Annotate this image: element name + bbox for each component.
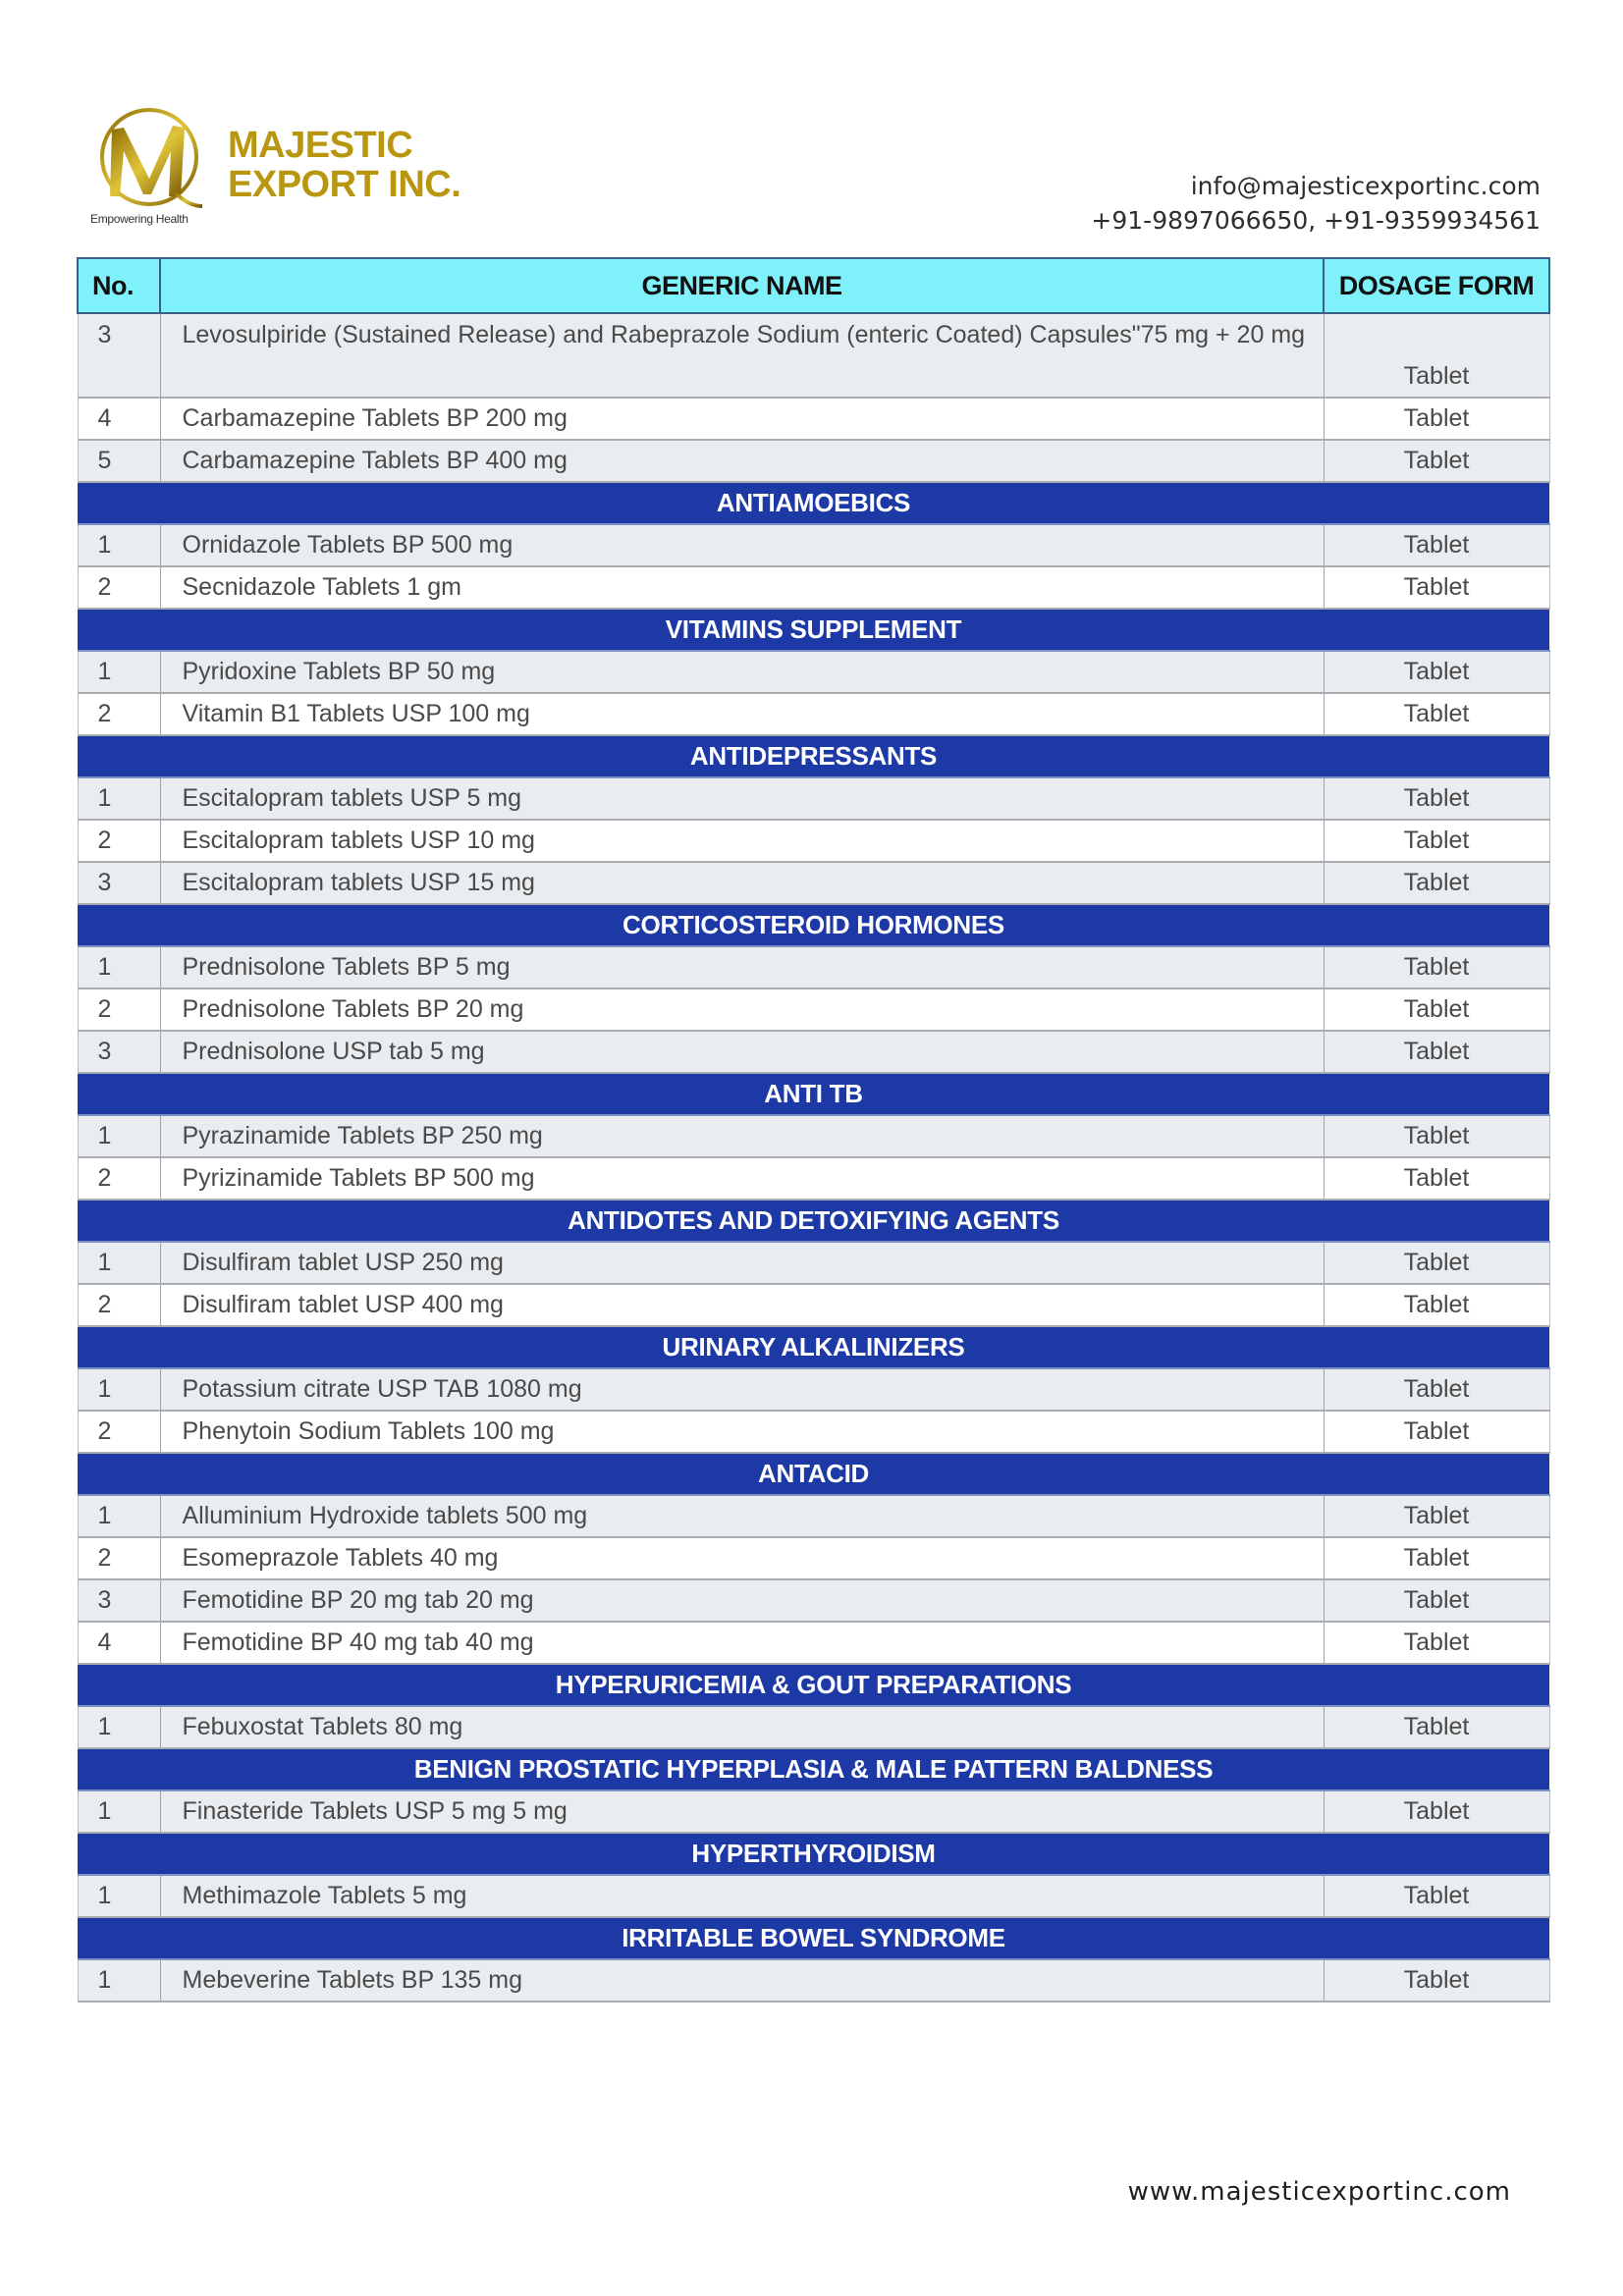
table-row xyxy=(78,1157,1549,1200)
table-row xyxy=(78,988,1549,1031)
section-title: ANTIDEPRESSANTS xyxy=(78,735,1549,777)
cell-generic-name: Finasteride Tablets USP 5 mg 5 mg xyxy=(160,1790,1324,1833)
table-row xyxy=(78,1579,1549,1622)
cell-no: 2 xyxy=(78,820,160,862)
cell-dosage-form: Tablet xyxy=(1324,1495,1549,1537)
section-title: ANTIDOTES AND DETOXIFYING AGENTS xyxy=(78,1200,1549,1242)
section-title: BENIGN PROSTATIC HYPERPLASIA & MALE PATTERN BALDNESS xyxy=(78,1748,1549,1790)
cell-no: 2 xyxy=(78,988,160,1031)
cell-dosage-form: Tablet xyxy=(1324,440,1549,482)
cell-no: 1 xyxy=(78,1706,160,1748)
cell-generic-name: Femotidine BP 40 mg tab 40 mg xyxy=(160,1622,1324,1664)
table-header-row xyxy=(78,258,1549,313)
product-table xyxy=(77,257,1550,2002)
cell-generic-name: Vitamin B1 Tablets USP 100 mg xyxy=(160,693,1324,735)
cell-generic-name: Prednisolone Tablets BP 20 mg xyxy=(160,988,1324,1031)
cell-generic-name: Pyridoxine Tablets BP 50 mg xyxy=(160,651,1324,693)
cell-no: 1 xyxy=(78,1115,160,1157)
table-row xyxy=(78,440,1549,482)
table-row xyxy=(78,1875,1549,1917)
section-title: IRRITABLE BOWEL SYNDROME xyxy=(78,1917,1549,1959)
cell-no: 1 xyxy=(78,1368,160,1411)
table-row xyxy=(78,1368,1549,1411)
table-row xyxy=(78,524,1549,566)
cell-no: 1 xyxy=(78,1790,160,1833)
cell-dosage-form: Tablet xyxy=(1324,1368,1549,1411)
cell-dosage-form: Tablet xyxy=(1324,1537,1549,1579)
table-row xyxy=(78,1790,1549,1833)
cell-no: 1 xyxy=(78,777,160,820)
cell-dosage-form: Tablet xyxy=(1324,524,1549,566)
footer-website[interactable]: www.majesticexportinc.com xyxy=(1127,2177,1511,2207)
table-row xyxy=(78,946,1549,988)
table-row xyxy=(78,313,1549,398)
cell-generic-name: Escitalopram tablets USP 10 mg xyxy=(160,820,1324,862)
cell-generic-name: Ornidazole Tablets BP 500 mg xyxy=(160,524,1324,566)
contact-phones: +91-9897066650, +91-9359934561 xyxy=(1091,206,1541,235)
cell-generic-name: Prednisolone USP tab 5 mg xyxy=(160,1031,1324,1073)
cell-generic-name: Levosulpiride (Sustained Release) and Rabeprazole Sodium (enteric Coated) Capsules"75 mg + 20 mg xyxy=(160,313,1324,398)
section-header-row xyxy=(78,1748,1549,1790)
cell-no: 1 xyxy=(78,1495,160,1537)
brand-tagline: Empowering Health xyxy=(90,212,189,226)
cell-generic-name: Methimazole Tablets 5 mg xyxy=(160,1875,1324,1917)
cell-no: 3 xyxy=(78,313,160,398)
cell-dosage-form: Tablet xyxy=(1324,1706,1549,1748)
table-row xyxy=(78,1537,1549,1579)
table-row xyxy=(78,862,1549,904)
cell-generic-name: Disulfiram tablet USP 400 mg xyxy=(160,1284,1324,1326)
cell-generic-name: Escitalopram tablets USP 5 mg xyxy=(160,777,1324,820)
section-title: ANTACID xyxy=(78,1453,1549,1495)
cell-dosage-form: Tablet xyxy=(1324,398,1549,440)
header-dosage-form: DOSAGE FORM xyxy=(1324,258,1549,313)
cell-no: 2 xyxy=(78,1411,160,1453)
cell-no: 1 xyxy=(78,1242,160,1284)
cell-dosage-form: Tablet xyxy=(1324,946,1549,988)
cell-dosage-form: Tablet xyxy=(1324,693,1549,735)
cell-no: 1 xyxy=(78,946,160,988)
section-header-row xyxy=(78,1833,1549,1875)
company-logo xyxy=(90,102,208,226)
cell-dosage-form: Tablet xyxy=(1324,1875,1549,1917)
cell-dosage-form: Tablet xyxy=(1324,651,1549,693)
header-no: No. xyxy=(78,258,160,313)
table-body xyxy=(78,313,1549,2002)
cell-dosage-form: Tablet xyxy=(1324,988,1549,1031)
section-header-row xyxy=(78,1664,1549,1706)
table-row xyxy=(78,820,1549,862)
cell-dosage-form: Tablet xyxy=(1324,1622,1549,1664)
section-title: CORTICOSTEROID HORMONES xyxy=(78,904,1549,946)
table-row xyxy=(78,1411,1549,1453)
table-row xyxy=(78,1242,1549,1284)
cell-dosage-form: Tablet xyxy=(1324,1959,1549,2002)
table-row xyxy=(78,1622,1549,1664)
cell-dosage-form: Tablet xyxy=(1324,777,1549,820)
cell-generic-name: Pyrazinamide Tablets BP 250 mg xyxy=(160,1115,1324,1157)
cell-dosage-form: Tablet xyxy=(1324,1284,1549,1326)
table-row xyxy=(78,1959,1549,2002)
cell-no: 5 xyxy=(78,440,160,482)
header-generic-name: GENERIC NAME xyxy=(160,258,1324,313)
cell-no: 4 xyxy=(78,1622,160,1664)
cell-dosage-form: Tablet xyxy=(1324,1242,1549,1284)
cell-generic-name: Disulfiram tablet USP 250 mg xyxy=(160,1242,1324,1284)
cell-dosage-form: Tablet xyxy=(1324,1157,1549,1200)
contact-email[interactable]: info@majesticexportinc.com xyxy=(1190,172,1541,200)
cell-no: 2 xyxy=(78,566,160,609)
cell-no: 3 xyxy=(78,862,160,904)
cell-generic-name: Phenytoin Sodium Tablets 100 mg xyxy=(160,1411,1324,1453)
cell-generic-name: Mebeverine Tablets BP 135 mg xyxy=(160,1959,1324,2002)
cell-no: 2 xyxy=(78,1284,160,1326)
table-row xyxy=(78,1115,1549,1157)
cell-dosage-form: Tablet xyxy=(1324,1115,1549,1157)
table-row xyxy=(78,398,1549,440)
table-row xyxy=(78,651,1549,693)
section-header-row xyxy=(78,1073,1549,1115)
table-row xyxy=(78,1284,1549,1326)
cell-no: 4 xyxy=(78,398,160,440)
cell-generic-name: Carbamazepine Tablets BP 200 mg xyxy=(160,398,1324,440)
section-header-row xyxy=(78,482,1549,524)
cell-generic-name: Femotidine BP 20 mg tab 20 mg xyxy=(160,1579,1324,1622)
section-title: URINARY ALKALINIZERS xyxy=(78,1326,1549,1368)
cell-generic-name: Carbamazepine Tablets BP 400 mg xyxy=(160,440,1324,482)
cell-no: 2 xyxy=(78,693,160,735)
brand-line-1: MAJESTIC xyxy=(228,125,413,166)
brand-name xyxy=(228,126,460,204)
cell-dosage-form: Tablet xyxy=(1324,1790,1549,1833)
cell-generic-name: Pyrizinamide Tablets BP 500 mg xyxy=(160,1157,1324,1200)
cell-generic-name: Alluminium Hydroxide tablets 500 mg xyxy=(160,1495,1324,1537)
section-title: HYPERTHYROIDISM xyxy=(78,1833,1549,1875)
table-row xyxy=(78,693,1549,735)
section-header-row xyxy=(78,1453,1549,1495)
section-title: VITAMINS SUPPLEMENT xyxy=(78,609,1549,651)
section-header-row xyxy=(78,1200,1549,1242)
table-row xyxy=(78,1495,1549,1537)
cell-no: 2 xyxy=(78,1537,160,1579)
cell-no: 3 xyxy=(78,1031,160,1073)
cell-generic-name: Potassium citrate USP TAB 1080 mg xyxy=(160,1368,1324,1411)
cell-no: 1 xyxy=(78,651,160,693)
cell-no: 3 xyxy=(78,1579,160,1622)
cell-dosage-form: Tablet xyxy=(1324,1579,1549,1622)
cell-no: 2 xyxy=(78,1157,160,1200)
table-row xyxy=(78,1706,1549,1748)
cell-no: 1 xyxy=(78,1959,160,2002)
cell-dosage-form: Tablet xyxy=(1324,313,1549,398)
cell-generic-name: Prednisolone Tablets BP 5 mg xyxy=(160,946,1324,988)
table-row xyxy=(78,777,1549,820)
contact-block xyxy=(1091,169,1541,238)
cell-no: 1 xyxy=(78,1875,160,1917)
cell-generic-name: Secnidazole Tablets 1 gm xyxy=(160,566,1324,609)
cell-dosage-form: Tablet xyxy=(1324,566,1549,609)
table-row xyxy=(78,1031,1549,1073)
section-header-row xyxy=(78,904,1549,946)
brand-line-2: EXPORT INC. xyxy=(228,164,461,205)
section-title: ANTIAMOEBICS xyxy=(78,482,1549,524)
cell-dosage-form: Tablet xyxy=(1324,1031,1549,1073)
cell-no: 1 xyxy=(78,524,160,566)
cell-generic-name: Escitalopram tablets USP 15 mg xyxy=(160,862,1324,904)
section-header-row xyxy=(78,1917,1549,1959)
cell-dosage-form: Tablet xyxy=(1324,820,1549,862)
section-title: ANTI TB xyxy=(78,1073,1549,1115)
cell-generic-name: Febuxostat Tablets 80 mg xyxy=(160,1706,1324,1748)
cell-dosage-form: Tablet xyxy=(1324,1411,1549,1453)
section-title: HYPERURICEMIA & GOUT PREPARATIONS xyxy=(78,1664,1549,1706)
cell-generic-name: Esomeprazole Tablets 40 mg xyxy=(160,1537,1324,1579)
cell-dosage-form: Tablet xyxy=(1324,862,1549,904)
section-header-row xyxy=(78,609,1549,651)
section-header-row xyxy=(78,735,1549,777)
table-row xyxy=(78,566,1549,609)
section-header-row xyxy=(78,1326,1549,1368)
